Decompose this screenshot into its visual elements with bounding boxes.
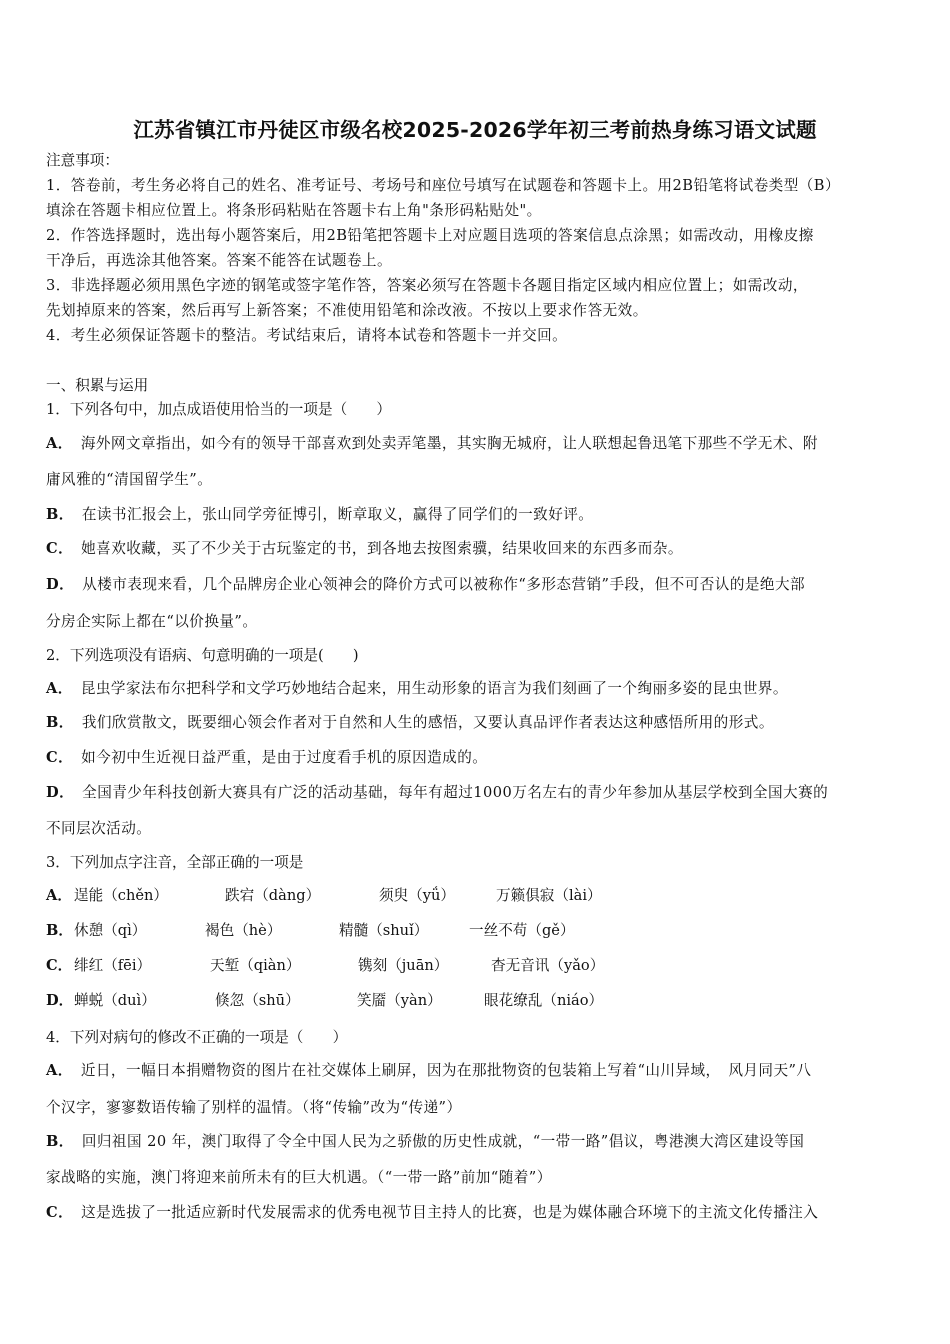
- q1-option-d-cont: 分房企实际上都在“以价换量”。: [46, 613, 258, 630]
- q4-option-b: [46, 1132, 804, 1152]
- notice-line: 2．作答选择题时，选出每小题答案后，用2B铅笔把答题卡上对应题目选项的答案信息点涂黑；如需改动，用橡皮擦: [46, 227, 814, 244]
- pinyin-item: 跌宕（dàng）: [225, 887, 321, 904]
- option-text: 如今初中生近视日益严重，是由于过度看手机的原因造成的。: [81, 749, 488, 766]
- option-label: B．: [46, 922, 73, 939]
- question-3-stem: 3．下列加点字注音，全部正确的一项是: [46, 854, 304, 871]
- pinyin-item: 倏忽（shū）: [215, 992, 300, 1009]
- option-text: 回归祖国 20 年，澳门取得了令全中国人民为之骄傲的历史性成就，“一带一路”倡议，粤港澳大湾区建设等国: [81, 1133, 805, 1150]
- q2-option-d: [46, 783, 828, 803]
- pinyin-item: 褐色（hè）: [205, 922, 282, 939]
- option-label: C．: [46, 749, 74, 766]
- pinyin-item: 须臾（yǘ）: [379, 887, 456, 904]
- question-4-stem: 4．下列对病句的修改不正确的一项是（ ）: [46, 1029, 348, 1046]
- q4-option-a-cont: 个汉字，寥寥数语传输了别样的温情。（将“传输”改为“传递”）: [46, 1099, 462, 1116]
- pinyin-item: 眼花缭乱（niáo）: [484, 992, 604, 1009]
- option-label: C．: [46, 1204, 74, 1221]
- q4-option-a: [46, 1061, 811, 1081]
- option-label: D．: [46, 992, 74, 1009]
- option-label: C．: [46, 540, 74, 557]
- option-text: 她喜欢收藏，买了不少关于古玩鉴定的书，到各地去按图索骥，结果收回来的东西多而杂。: [81, 540, 683, 557]
- q1-option-c: [46, 539, 683, 559]
- option-label: B．: [46, 1133, 74, 1150]
- option-text: 我们欣赏散文，既要细心领会作者对于自然和人生的感悟，又要认真品评作者表达这种感悟所用的形式。: [81, 714, 774, 731]
- q1-option-d: [46, 575, 805, 595]
- q1-option-b: [46, 505, 593, 525]
- option-label: D．: [46, 576, 75, 593]
- notice-heading: 注意事项：: [46, 152, 119, 169]
- pinyin-item: 镌刻（juān）: [358, 957, 449, 974]
- option-text: 海外网文章指出，如今有的领导干部喜欢到处卖弄笔墨，其实胸无城府，让人联想起鲁迅笔下那些不学无术、附: [80, 435, 818, 452]
- pinyin-item: 笑靥（yàn）: [357, 992, 442, 1009]
- pinyin-item: 逞能（chěn）: [74, 887, 168, 904]
- q3-row-c: [46, 956, 906, 976]
- q2-option-b: [46, 713, 774, 733]
- q3-row-d: [46, 991, 906, 1011]
- notice-line: 填涂在答题卡相应位置上。将条形码粘贴在答题卡右上角"条形码粘贴处"。: [46, 202, 542, 219]
- option-label: C．: [46, 957, 73, 974]
- question-2-stem: 2．下列选项没有语病、句意明确的一项是( ): [46, 647, 359, 664]
- pinyin-item: 蝉蜕（duì）: [74, 992, 156, 1009]
- pinyin-item: 杳无音讯（yǎo）: [491, 957, 605, 974]
- question-1-stem: 1．下列各句中，加点成语使用恰当的一项是（ ）: [46, 401, 391, 418]
- q1-option-a-cont: 庸风雅的“清国留学生”。: [46, 471, 213, 488]
- q3-row-b: [46, 921, 906, 941]
- notice-line: 干净后，再选涂其他答案。答案不能答在试题卷上。: [46, 252, 393, 269]
- option-label: D．: [46, 784, 75, 801]
- pinyin-item: 一丝不苟（gě）: [469, 922, 575, 939]
- option-text: 昆虫学家法布尔把科学和文学巧妙地结合起来，用生动形象的语言为我们刻画了一个绚丽多姿的昆虫世界。: [80, 680, 788, 697]
- option-label: B．: [46, 714, 74, 731]
- option-label: A．: [46, 1062, 73, 1079]
- option-text: 全国青少年科技创新大赛具有广泛的活动基础，每年有超过1000万名左右的青少年参加从基层学校到全国大赛的: [82, 784, 829, 801]
- option-text: 从楼市表现来看，几个品牌房企业心领神会的降价方式可以被称作“多形态营销”手段，但不可否认的是绝大部: [82, 576, 806, 593]
- q4-option-c: [46, 1203, 818, 1223]
- section-heading: 一、积累与运用: [46, 377, 149, 394]
- notice-line: 3．非选择题必须用黑色字迹的钢笔或签字笔作答，答案必须写在答题卡各题目指定区域内相应位置上；如需改动，: [46, 277, 808, 294]
- notice-line: 先划掉原来的答案，然后再写上新答案；不准使用铅笔和涂改液。不按以上要求作答无效。: [46, 302, 648, 319]
- notice-line: 4．考生必须保证答题卡的整洁。考试结束后，请将本试卷和答题卡一并交回。: [46, 327, 568, 344]
- pinyin-item: 休憩（qì）: [74, 922, 147, 939]
- pinyin-item: 绯红（fēi）: [74, 957, 152, 974]
- pinyin-item: 精髓（shuǐ）: [339, 922, 429, 939]
- q1-option-a: [46, 434, 818, 454]
- exam-title: 江苏省镇江市丹徒区市级名校2025-2026学年初三考前热身练习语文试题: [133, 118, 817, 142]
- q4-option-b-cont: 家战略的实施，澳门将迎来前所未有的巨大机遇。（“一带一路”前加“随着”）: [46, 1169, 552, 1186]
- option-text: 这是选拔了一批适应新时代发展需求的优秀电视节目主持人的比赛，也是为媒体融合环境下的主流文化传播注入: [81, 1204, 819, 1221]
- pinyin-item: 天堑（qiàn）: [210, 957, 301, 974]
- option-text: 在读书汇报会上，张山同学旁征博引，断章取义，赢得了同学们的一致好评。: [81, 506, 594, 523]
- q3-row-a: [46, 886, 906, 906]
- option-label: B．: [46, 506, 74, 523]
- notice-line: 1．答卷前，考生务必将自己的姓名、准考证号、考场号和座位号填写在试题卷和答题卡上。用2B铅笔将试卷类型（B）: [46, 177, 841, 194]
- q2-option-a: [46, 679, 788, 699]
- option-label: A．: [46, 435, 73, 452]
- option-text: 近日，一幅日本捐赠物资的图片在社交媒体上刷屏，因为在那批物资的包装箱上写着“山川异域， 风月同天”八: [80, 1062, 812, 1079]
- q2-option-c: [46, 748, 487, 768]
- pinyin-item: 万籁俱寂（lài）: [496, 887, 602, 904]
- q2-option-d-cont: 不同层次活动。: [46, 820, 152, 837]
- option-label: A．: [46, 887, 72, 904]
- option-label: A．: [46, 680, 73, 697]
